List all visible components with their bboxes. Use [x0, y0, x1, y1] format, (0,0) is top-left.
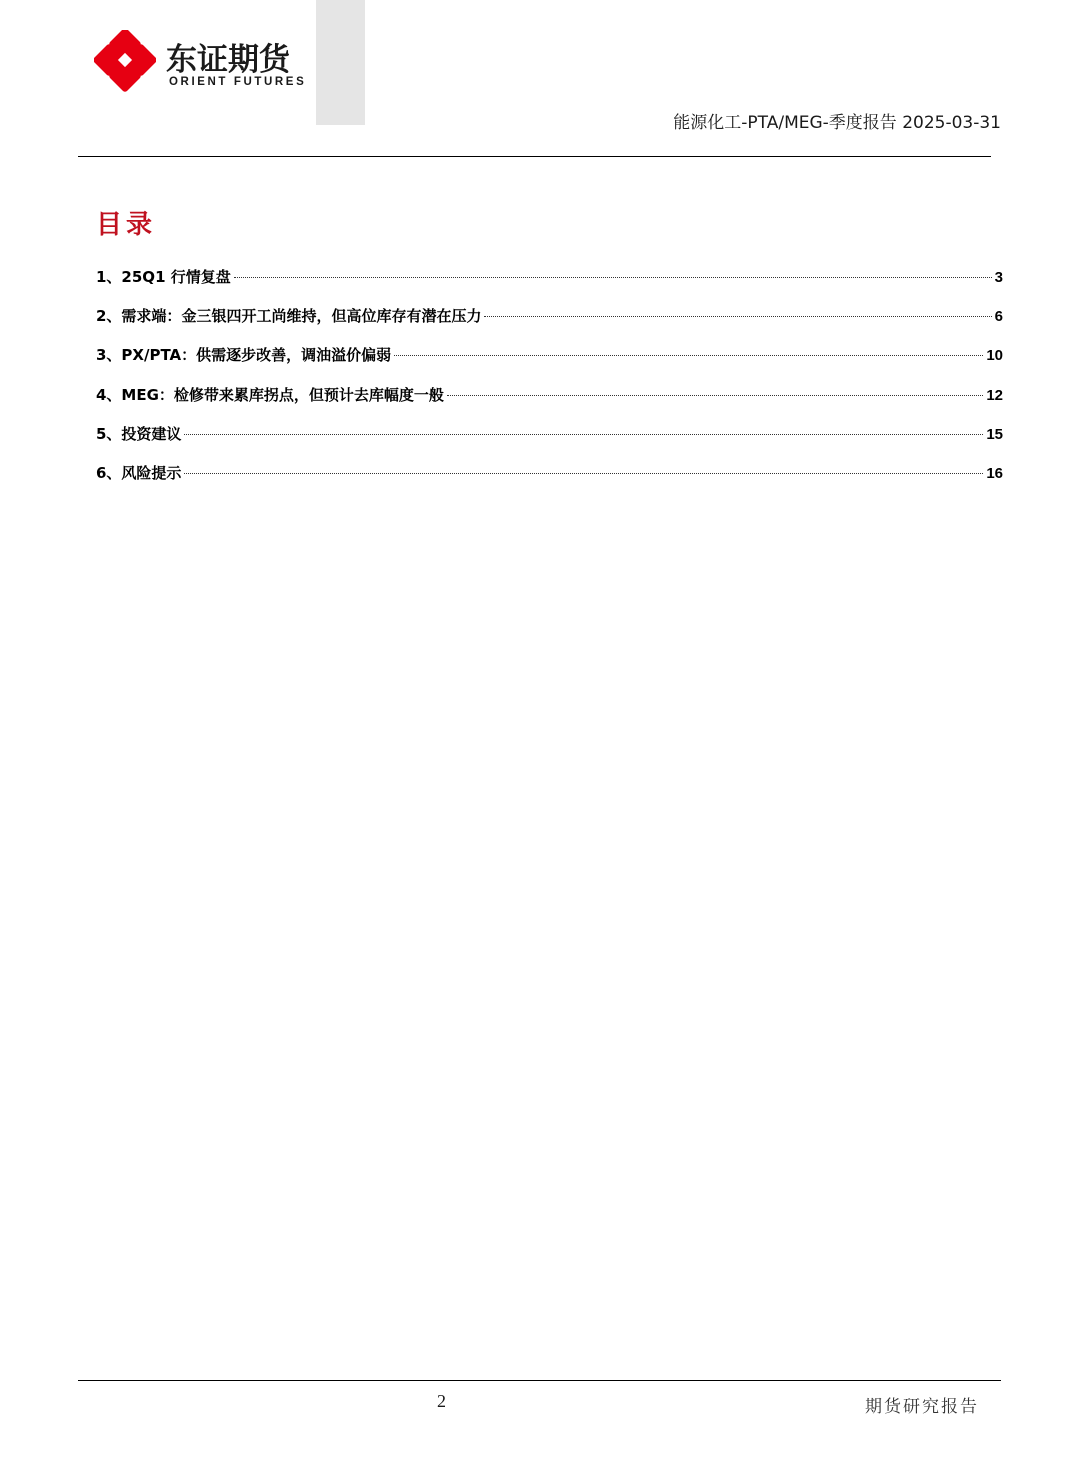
company-logo [94, 30, 314, 95]
toc-entry-page: 12 [986, 386, 1003, 404]
toc-entry-page: 3 [994, 269, 1003, 286]
toc-entry-page: 16 [986, 464, 1003, 482]
toc-dot-leader [447, 395, 983, 396]
toc-entry-text: 4、MEG：检修带来累库拐点，但预计去库幅度一般 [96, 385, 444, 404]
toc-entry-page: 10 [986, 347, 1003, 365]
footer-divider [78, 1380, 1001, 1381]
toc-entry-page: 15 [986, 425, 1003, 443]
toc-entry[interactable] [96, 344, 1003, 383]
table-of-contents [96, 266, 1003, 501]
toc-entry[interactable] [96, 384, 1003, 423]
page-number: 2 [437, 1391, 446, 1411]
toc-dot-leader [394, 355, 983, 356]
toc-entry-text: 1、25Q1 行情复盘 [96, 268, 231, 286]
toc-entry-text: 5、投资建议 [96, 424, 182, 443]
toc-entry[interactable] [96, 462, 1003, 501]
header-divider [78, 156, 991, 157]
logo-english-name: ORIENT FUTURES [169, 76, 307, 88]
report-header-title: 能源化工-PTA/MEG-季度报告 2025-03-31 [673, 113, 1001, 133]
toc-dot-leader [184, 434, 983, 435]
toc-entry-page: 6 [994, 308, 1003, 326]
toc-entry[interactable] [96, 305, 1003, 344]
footer-label: 期货研究报告 [865, 1397, 979, 1417]
orient-futures-logo-icon [94, 30, 156, 92]
toc-dot-leader [484, 316, 991, 317]
toc-entry[interactable] [96, 423, 1003, 462]
toc-dot-leader [184, 473, 983, 474]
logo-chinese-name: 东证期货 [166, 42, 290, 78]
toc-heading: 目录 [96, 210, 157, 240]
toc-entry-text: 6、风险提示 [96, 463, 182, 482]
toc-entry[interactable] [96, 266, 1003, 305]
toc-dot-leader [234, 277, 992, 278]
toc-entry-text: 2、需求端：金三银四开工尚维持，但高位库存有潜在压力 [96, 307, 482, 326]
toc-entry-text: 3、PX/PTA：供需逐步改善，调油溢价偏弱 [96, 346, 392, 365]
header-decor-band [316, 0, 365, 125]
